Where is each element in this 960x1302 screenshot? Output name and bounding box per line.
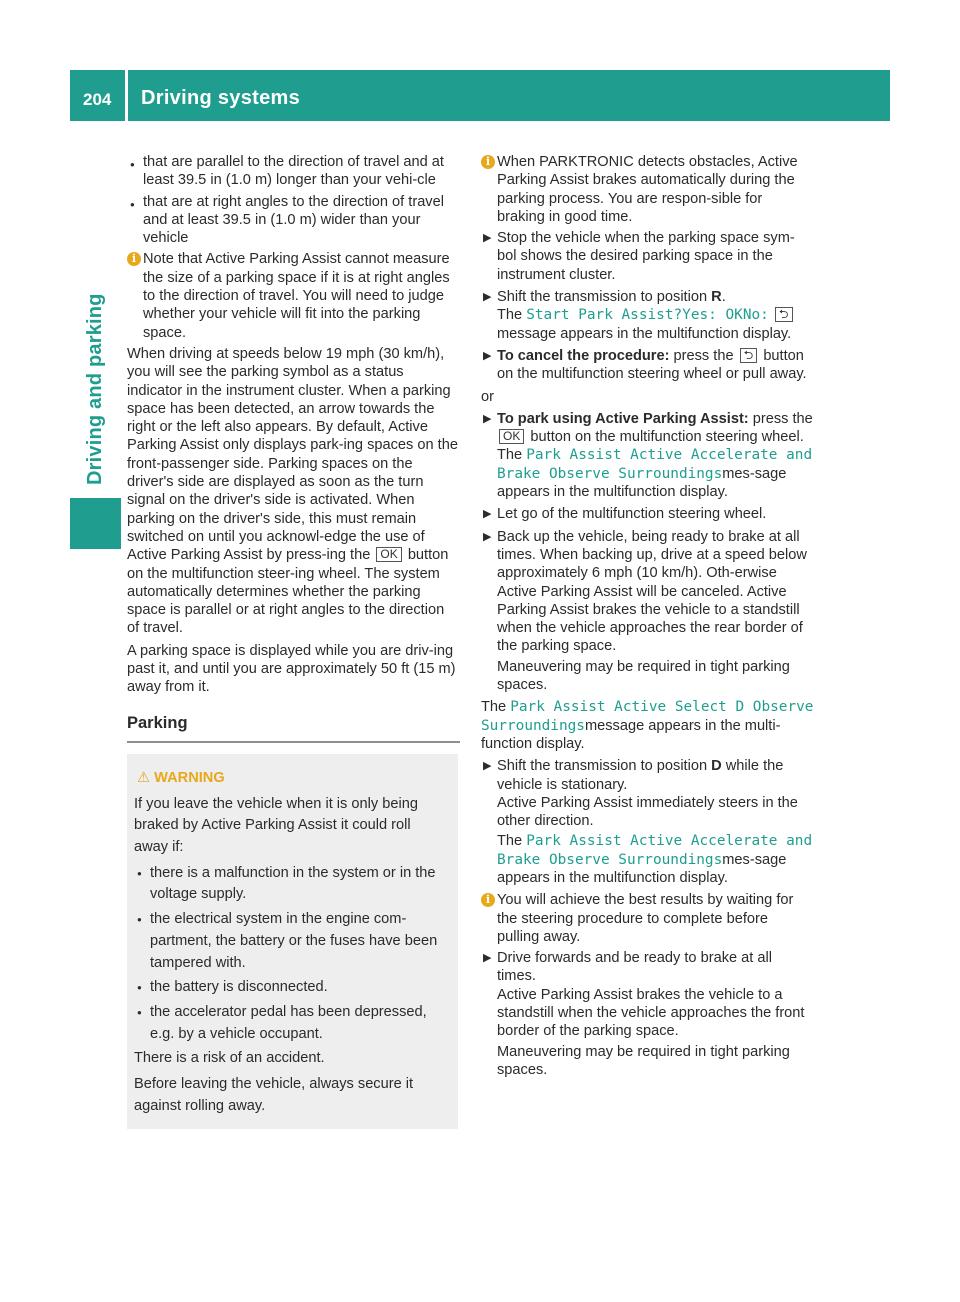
chapter-title: Driving systems: [141, 87, 301, 109]
bullet-item: ● the battery is disconnected.: [134, 977, 448, 999]
warning-box: [127, 754, 458, 1130]
paragraph: When driving at speeds below 19 mph (30 km/h), you will see the parking symbol as a status indicator in the instrument cluster. When a parking space has been detected, an arrow towards the right or the left also appears. By default, Active Parking Assist only displays park-ing spaces on the front-passenger side. Parking spaces on the driver's side are displayed as soon as the turn signal on the driver's side is activated. When parking on the driver's side, this must remain switched on until you acknowl-edge the use of Active Parking Assist by press-ing the OK button on the multifunction steer-ing wheel. The system automatically determines whether the parking space is parallel or at right angles to the direction of travel.: [127, 345, 458, 637]
arrow-icon: ▶: [483, 508, 492, 521]
step-item: ▶ Shift the transmission to position R. The Start Park Assist?Yes: OKNo: ⮌ message appears in the multifunction display.: [483, 289, 792, 342]
info-icon: i: [481, 893, 495, 907]
header-divider: [125, 70, 128, 121]
paragraph: A parking space is displayed while you are driv-ing past it, and until you are approximately 50 ft (15 m) away from it.: [127, 642, 456, 696]
bullet-icon: ●: [137, 1007, 142, 1017]
paragraph: or: [481, 388, 494, 405]
display-message: Park Assist Active Accelerate and Brake Observe Surroundings: [497, 833, 813, 868]
ok-key-icon: OK: [499, 429, 524, 444]
step-item: ▶ To cancel the procedure: press the ⮌ button on the multifunction steering wheel or pull away.: [483, 347, 807, 383]
bullet-item: ● that are parallel to the direction of travel and at least 39.5 in (1.0 m) longer than your vehi-cle: [130, 154, 444, 189]
bullet-icon: ●: [137, 868, 142, 878]
paragraph: The Park Assist Active Accelerate and Brake Observe Surroundingsmes-sage appears in the multifunction display.: [497, 833, 813, 886]
paragraph: Before leaving the vehicle, always secure it against rolling away.: [134, 1076, 414, 1114]
page-number: 204: [83, 90, 112, 109]
step-item: ▶ Back up the vehicle, being ready to brake at all times. When backing up, drive at a speed below approximately 6 mph (10 km/h). Oth-erwise Active Parking Assist will be canceled. Active Parking Assist brakes the vehicle to a standstill when the vehicle approaches the rear border of the parking space. Maneuvering may be required in tight parking spaces.: [481, 528, 814, 695]
side-tab-marker: [70, 498, 121, 549]
bullet-item: ● there is a malfunction in the system or in the voltage supply.: [137, 864, 436, 903]
arrow-icon: ▶: [483, 412, 492, 425]
bullet-item: ● the accelerator pedal has been depressed, e.g. by a vehicle occupant.: [137, 1003, 427, 1042]
paragraph: The Park Assist Active Select D Observe Surroundingsmessage appears in the multi-function display.: [481, 699, 814, 752]
display-message: Park Assist Active Accelerate and Brake Observe Surroundings: [497, 447, 813, 482]
bullet-icon: ●: [137, 915, 142, 925]
paragraph: Maneuvering may be required in tight parking spaces.: [497, 1043, 790, 1078]
page-header: [70, 70, 890, 121]
side-chapter-label: Driving and parking: [84, 293, 106, 485]
step-item: ▶ To park using Active Parking Assist: press the OK button on the multifunction steering wheel. The Park Assist Active Accelerate and Brake Observe Surroundingsmes-sage appears in the multifunction display.: [483, 410, 813, 501]
bullet-item: ● that are at right angles to the direction of travel and at least 39.5 in (1.0 m) wider than your vehicle: [130, 193, 444, 247]
info-icon: i: [481, 155, 495, 169]
info-icon: i: [127, 252, 141, 266]
step-item: ▶ Let go of the multifunction steering wheel.: [483, 506, 767, 523]
arrow-icon: ▶: [483, 760, 492, 773]
step-item: ▶ Stop the vehicle when the parking space sym-bol shows the desired parking space in the instrument cluster.: [483, 230, 795, 283]
arrow-icon: ▶: [483, 291, 492, 304]
back-key-icon: ⮌: [775, 307, 793, 322]
left-column: [127, 153, 460, 1129]
bullet-icon: ●: [137, 983, 142, 993]
right-column: [481, 153, 814, 1083]
step-item: ▶ Shift the transmission to position D while the vehicle is stationary. Active Parking Assist immediately steers in the other direction. The Park Assist Active Accelerate and Brake Observe Surroundingsmes-sage appears in the multifunction display.: [483, 758, 813, 886]
bullet-icon: ●: [130, 160, 135, 169]
ok-key-icon: OK: [376, 547, 401, 562]
arrow-icon: ▶: [483, 349, 492, 362]
bullet-item: ● the electrical system in the engine com-partment, the battery or the fuses have been tampered with.: [137, 911, 438, 971]
section-heading: Parking: [127, 714, 460, 743]
info-note: i When PARKTRONIC detects obstacles, Active Parking Assist brakes automatically during the parking process. You are respon-sible for braking in good time.: [481, 153, 814, 226]
warning-title: ⚠ WARNING: [137, 769, 225, 786]
paragraph: There is a risk of an accident.: [134, 1050, 325, 1067]
info-note: i You will achieve the best results by waiting for the steering procedure to complete before pulling away.: [481, 891, 814, 946]
paragraph: Maneuvering may be required in tight parking spaces.: [497, 658, 790, 694]
display-message: Park Assist Active Select D Observe Surroundings: [481, 699, 814, 734]
arrow-icon: ▶: [483, 952, 492, 965]
arrow-icon: ▶: [483, 530, 492, 543]
step-item: ▶ Drive forwards and be ready to brake at all times. Active Parking Assist brakes the vehicle to a standstill when the vehicle approaches the front border of the parking space. Maneuvering may be required in tight parking spaces.: [481, 949, 814, 1079]
back-key-icon: ⮌: [740, 348, 758, 363]
bullet-icon: ●: [130, 199, 135, 209]
display-message: Start Park Assist?Yes: OKNo:: [526, 307, 769, 324]
arrow-icon: ▶: [483, 232, 492, 245]
warning-icon: ⚠: [137, 769, 151, 786]
paragraph: If you leave the vehicle when it is only being braked by Active Parking Assist it could roll away if:: [134, 795, 418, 856]
info-note: i Note that Active Parking Assist cannot measure the size of a parking space if it is at right angles to the direction of travel. You will need to judge whether your vehicle will fit into the parking space.: [127, 250, 460, 341]
